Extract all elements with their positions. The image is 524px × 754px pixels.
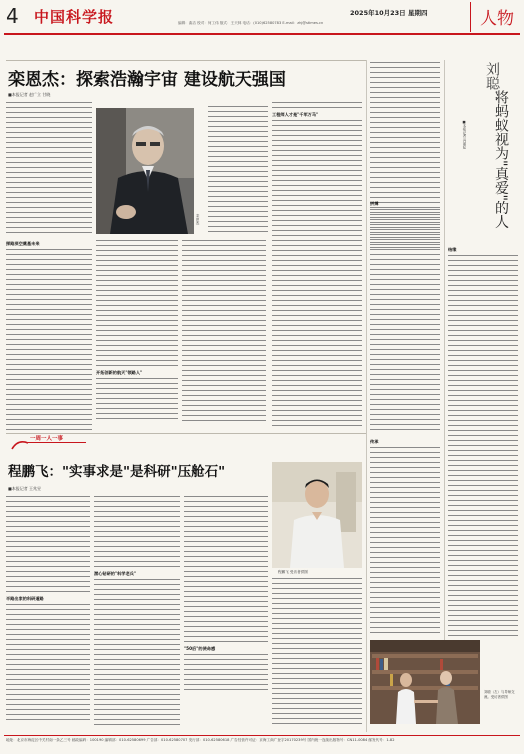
right-title-name[interactable]: 刘聪： <box>484 62 500 104</box>
photo-liu-cong <box>370 640 480 724</box>
feature-tag-label: 一周一人一事 <box>30 436 64 442</box>
vrule-right-inner <box>444 60 445 640</box>
subhead-a-2: 开拓创新的航天"领路人" <box>96 370 143 375</box>
article-a-col-4 <box>272 102 362 430</box>
byline-right: ■本报记者 冯丽妃 <box>462 120 466 149</box>
article-a-col-3-top <box>208 106 268 238</box>
article-right-col-2 <box>448 246 518 638</box>
article-right-col-1c <box>370 438 440 636</box>
subhead-b-2: 潜心钻研的"科学老兵" <box>94 571 137 576</box>
photo-caption-b: 程鹏飞 受访者供图 <box>278 570 308 574</box>
footer-rule <box>4 735 520 736</box>
photo-cheng-pengfei <box>272 462 362 568</box>
article-b-col-1 <box>6 496 90 732</box>
section-name: 人物 <box>480 9 514 29</box>
subhead-b-1: 半路出家的科研道路 <box>6 596 44 601</box>
right-title-main[interactable]: 将蚂蚁视为"真爱"的人 <box>493 90 509 229</box>
right-mark-2: 结缘 <box>448 247 457 252</box>
footer-info: 地址：北京市海淀区中关村南一条乙三号 邮政编码：100190 编辑部：010-62580699 广告部：010-62580707 发行部：010-62580618 广告经营许可证：京海工商广登字20170239号 国内统一连续出版物号：CN11-0084 邮发代号：1-82 <box>6 738 395 742</box>
subhead-a-3: 工程师人才是"千军万马" <box>272 112 319 117</box>
byline-a: ■本报记者 赵广立 甘晓 <box>8 92 51 97</box>
feature-tag <box>10 436 110 450</box>
headline-luan-enjie[interactable]: 栾恩杰：探索浩瀚宇宙 建设航天强国 <box>8 70 286 90</box>
masthead-rule <box>4 33 520 35</box>
headline-cheng-pengfei[interactable]: 程鹏飞："实事求是"是科研"压舱石" <box>8 464 226 480</box>
vrule-right <box>366 60 367 732</box>
article-b-col-4 <box>272 578 362 732</box>
newspaper-logo: 中国科学报 <box>34 8 115 26</box>
article-a-col-1-top <box>6 102 92 238</box>
article-b-col-2 <box>94 496 180 732</box>
byline-b: ■本报记者 王兆昱 <box>8 486 42 491</box>
rule-top-a <box>6 60 366 61</box>
editor-contact: 编辑：曲洁 校对：何工伟 版式：王天林 电话：(010)62580783 E-mail：zhj@stimes.cn <box>178 21 324 25</box>
article-a-col-2 <box>96 240 178 430</box>
subhead-a-1: 探路深空奠基未来 <box>6 241 40 246</box>
right-mark-1: 拼搏 <box>370 201 379 206</box>
page-number: 4 <box>6 4 19 28</box>
article-a-col-1-bottom <box>6 240 92 430</box>
section-divider <box>470 2 471 32</box>
photo-luan-enjie <box>96 108 194 234</box>
right-mark-3: 传承 <box>370 439 379 444</box>
article-a-col-3 <box>182 240 266 430</box>
article-right-col-1b <box>370 200 440 436</box>
photo-caption-a: 栾恩杰 <box>196 214 200 225</box>
subhead-b-3: "50后"的使命感 <box>184 646 216 651</box>
article-b-col-3 <box>184 496 268 732</box>
issue-date: 2025年10月23日 星期四 <box>350 9 428 17</box>
photo-caption-right: 刘聪（左）与导师交流。受访者供图 <box>484 690 515 699</box>
